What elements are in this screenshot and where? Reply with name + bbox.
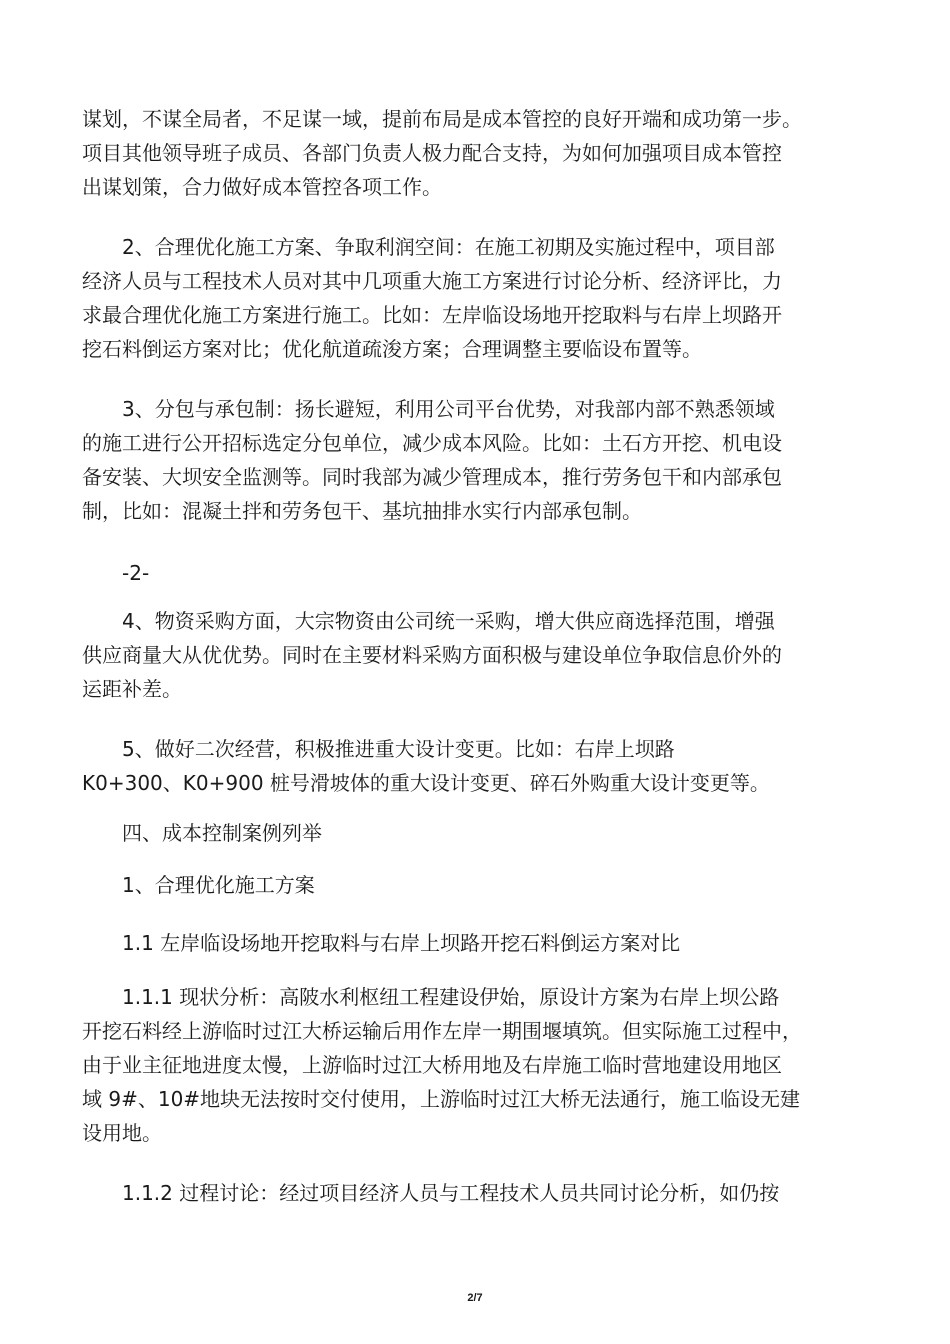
text-line: 3、分包与承包制：扬长避短，利用公司平台优势，对我部内部不熟悉领域	[122, 397, 775, 421]
text-line: 运距补差。	[82, 677, 182, 701]
heading-section-1-1	[82, 926, 872, 960]
paragraph-secondary-operation	[82, 732, 872, 800]
page-number: 2/7	[467, 1292, 483, 1304]
heading-text: 1、合理优化施工方案	[122, 873, 315, 897]
page-marker-text: -2-	[122, 561, 150, 585]
text-line: 开挖石料经上游临时过江大桥运输后用作左岸一期围堰填筑。但实际施工过程中，	[82, 1019, 802, 1043]
text-line: 1.1.2 过程讨论：经过项目经济人员与工程技术人员共同讨论分析，如仍按	[122, 1181, 780, 1205]
text-line: 谋划，不谋全局者，不足谋一域，提前布局是成本管控的良好开端和成功第一步。	[82, 107, 802, 131]
heading-text: 四、成本控制案例列举	[122, 821, 322, 845]
text-line: 求最合理优化施工方案进行施工。比如：左岸临设场地开挖取料与右岸上坝路开	[82, 303, 782, 327]
paragraph-procurement	[82, 604, 872, 706]
heading-text: 1.1 左岸临设场地开挖取料与右岸上坝路开挖石料倒运方案对比	[122, 931, 681, 955]
text-line: 设用地。	[82, 1121, 162, 1145]
text-line: 的施工进行公开招标选定分包单位，减少成本风险。比如：土石方开挖、机电设	[82, 431, 782, 455]
text-line: 挖石料倒运方案对比；优化航道疏浚方案；合理调整主要临设布置等。	[82, 337, 702, 361]
page-marker	[82, 556, 872, 590]
text-line: K0+300、K0+900 桩号滑坡体的重大设计变更、碎石外购重大设计变更等。	[82, 771, 770, 795]
text-line: 出谋划策，合力做好成本管控各项工作。	[82, 175, 442, 199]
paragraph-subcontracting	[82, 392, 872, 528]
text-line: 供应商量大从优优势。同时在主要材料采购方面积极与建设单位争取信息价外的	[82, 643, 782, 667]
paragraph-optimize-construction-plan	[82, 230, 872, 366]
text-line: 5、做好二次经营，积极推进重大设计变更。比如：右岸上坝路	[122, 737, 675, 761]
text-line: 由于业主征地进度太慢，上游临时过江大桥用地及右岸施工临时营地建设用地区	[82, 1053, 782, 1077]
heading-section-4-1	[82, 868, 872, 902]
paragraph-strategy-intro	[82, 102, 872, 204]
paragraph-status-analysis	[82, 980, 872, 1150]
text-line: 备安装、大坝安全监测等。同时我部为减少管理成本，推行劳务包干和内部承包	[82, 465, 782, 489]
text-line: 制，比如：混凝土拌和劳务包干、基坑抽排水实行内部承包制。	[82, 499, 642, 523]
text-line: 1.1.1 现状分析：高陂水利枢纽工程建设伊始，原设计方案为右岸上坝公路	[122, 985, 780, 1009]
heading-section-4	[82, 816, 872, 850]
text-line: 项目其他领导班子成员、各部门负责人极力配合支持，为如何加强项目成本管控	[82, 141, 782, 165]
text-line: 域 9#、10#地块无法按时交付使用，上游临时过江大桥无法通行，施工临设无建	[82, 1087, 801, 1111]
text-line: 2、合理优化施工方案、争取利润空间：在施工初期及实施过程中，项目部	[122, 235, 775, 259]
paragraph-process-discussion	[82, 1176, 872, 1210]
text-line: 4、物资采购方面，大宗物资由公司统一采购，增大供应商选择范围，增强	[122, 609, 775, 633]
text-line: 经济人员与工程技术人员对其中几项重大施工方案进行讨论分析、经济评比，力	[82, 269, 782, 293]
